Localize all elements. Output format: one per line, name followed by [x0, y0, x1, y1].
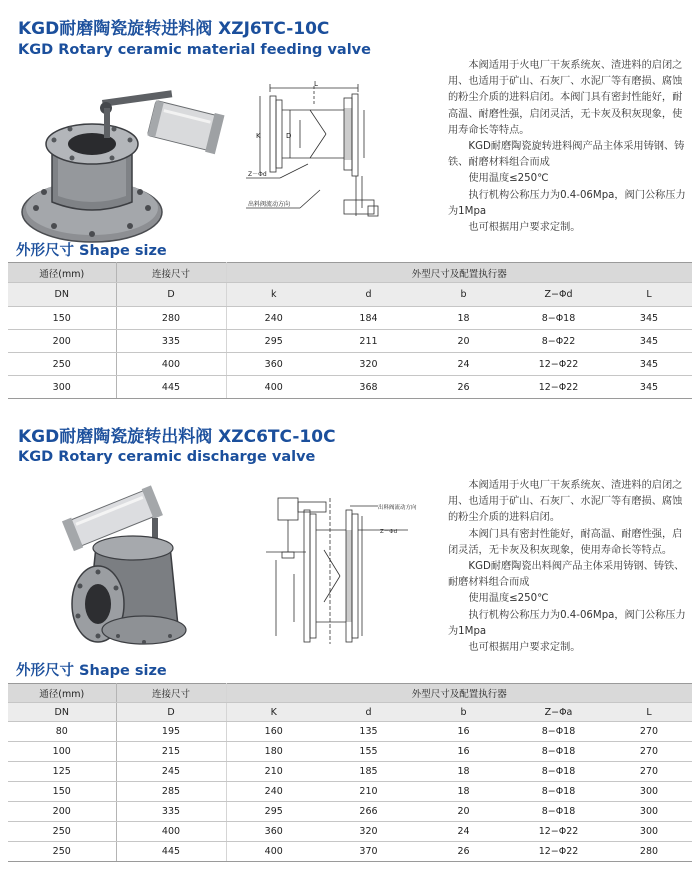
cell: 400: [116, 353, 226, 376]
section1-spec-table: [8, 262, 692, 399]
col-d-outer: D: [116, 703, 226, 722]
col-z: Z−Φa: [511, 703, 606, 722]
cell: 155: [321, 742, 416, 762]
cell: 360: [226, 822, 321, 842]
col-b: b: [416, 283, 511, 307]
cell: 12−Φ22: [511, 842, 606, 862]
cell: 345: [606, 330, 692, 353]
cell: 270: [606, 742, 692, 762]
drawing1-label-l: L: [314, 80, 318, 88]
col-dn: DN: [8, 703, 116, 722]
cell: 266: [321, 802, 416, 822]
col-d: d: [321, 283, 416, 307]
cell: 160: [226, 722, 321, 742]
table-row: [8, 742, 692, 762]
cell: 210: [226, 762, 321, 782]
table-row: [8, 307, 692, 330]
section1-desc-p5: 也可根据用户要求定制。: [468, 222, 581, 234]
section1-shape-title: 外形尺寸 Shape size: [16, 243, 167, 259]
cell: 8−Φ18: [511, 307, 606, 330]
cell: 18: [416, 762, 511, 782]
cell: 18: [416, 307, 511, 330]
table-row: [8, 330, 692, 353]
cell: 335: [116, 802, 226, 822]
cell: 250: [8, 842, 116, 862]
section2-description: [448, 478, 688, 656]
cell: 26: [416, 376, 511, 399]
header-connection: 连接尺寸: [116, 684, 226, 703]
cell: 211: [321, 330, 416, 353]
cell: 240: [226, 307, 321, 330]
feeding-valve-photo: [14, 84, 234, 249]
section2-spec-table: [8, 683, 692, 862]
cell: 24: [416, 822, 511, 842]
cell: 24: [416, 353, 511, 376]
cell: 245: [116, 762, 226, 782]
cell: 320: [321, 353, 416, 376]
section2-title-cn: KGD耐磨陶瓷旋转出料阀 XZC6TC-10C: [18, 427, 336, 447]
cell: 8−Φ18: [511, 722, 606, 742]
cell: 270: [606, 722, 692, 742]
header-dimensions: 外型尺寸及配置执行器: [226, 684, 692, 703]
section1-desc-p1: 本阀适用于火电厂干灰系统灰、渣进料的启闭之用、也适用于矿山、石灰厂、水泥厂等有磨损、腐蚀的粉尘介质的进料启闭。本阀门具有密封性能好，耐高温、耐磨性强，启闭灵活，无卡灰及积灰现象，使用寿命长等特点。: [448, 60, 683, 136]
cell: 20: [416, 330, 511, 353]
cell: 185: [321, 762, 416, 782]
cell: 285: [116, 782, 226, 802]
cell: 240: [226, 782, 321, 802]
section2-desc-p2: 本阀门具有密封性能好，耐高温、耐磨性强，启闭灵活，无卡灰及积灰现象，使用寿命长等特点。: [448, 528, 683, 556]
cell: 368: [321, 376, 416, 399]
cell: 80: [8, 722, 116, 742]
cell: 16: [416, 742, 511, 762]
drawing1-label-flow: 出料阀流动方向: [248, 201, 291, 208]
section1-title-en: KGD Rotary ceramic material feeding valve: [18, 42, 371, 58]
table-row: [8, 376, 692, 399]
cell: 180: [226, 742, 321, 762]
cell: 345: [606, 353, 692, 376]
cell: 360: [226, 353, 321, 376]
drawing1-label-zd: Z－Φd: [248, 171, 267, 178]
section1-title-cn: KGD耐磨陶瓷旋转进料阀 XZJ6TC-10C: [18, 19, 330, 39]
discharge-valve-drawing: [258, 490, 422, 652]
section2-desc-p3: KGD耐磨陶瓷出料阀产品主体采用铸钢、铸铁、耐磨材料组合而成: [448, 561, 685, 589]
cell: 26: [416, 842, 511, 862]
col-d: d: [321, 703, 416, 722]
drawing1-label-d: D: [286, 132, 292, 140]
cell: 12−Φ22: [511, 376, 606, 399]
cell: 300: [8, 376, 116, 399]
table-header-row: [8, 684, 692, 703]
discharge-valve-photo: [58, 476, 208, 654]
table-row: [8, 722, 692, 742]
col-b: b: [416, 703, 511, 722]
cell: 200: [8, 802, 116, 822]
cell: 18: [416, 782, 511, 802]
cell: 12−Φ22: [511, 822, 606, 842]
cell: 215: [116, 742, 226, 762]
section2-desc-p4: 使用温度≤250℃: [468, 593, 549, 605]
table-row: [8, 353, 692, 376]
cell: 320: [321, 822, 416, 842]
section2-shape-title: 外形尺寸 Shape size: [16, 663, 167, 679]
cell: 200: [8, 330, 116, 353]
table-header-row: [8, 263, 692, 283]
cell: 280: [116, 307, 226, 330]
cell: 445: [116, 842, 226, 862]
col-d-outer: D: [116, 283, 226, 307]
cell: 125: [8, 762, 116, 782]
cell: 400: [226, 842, 321, 862]
cell: 210: [321, 782, 416, 802]
cell: 20: [416, 802, 511, 822]
feeding-valve-drawing: [240, 80, 388, 232]
table-row: [8, 842, 692, 862]
col-k: K: [226, 703, 321, 722]
col-l: L: [606, 703, 692, 722]
cell: 250: [8, 353, 116, 376]
cell: 295: [226, 330, 321, 353]
section2-desc-p5: 执行机构公称压力为0.4-06Mpa，阀门公称压力为1Mpa: [448, 609, 686, 637]
cell: 100: [8, 742, 116, 762]
cell: 8−Φ18: [511, 782, 606, 802]
col-z: Z−Φd: [511, 283, 606, 307]
cell: 370: [321, 842, 416, 862]
table-subheader-row: [8, 283, 692, 307]
drawing2-label-zd: Z－Φd: [380, 529, 398, 535]
section2-title-en: KGD Rotary ceramic discharge valve: [18, 449, 316, 465]
header-dimensions: 外型尺寸及配置执行器: [226, 263, 692, 283]
cell: 300: [606, 802, 692, 822]
section2-desc-p1: 本阀适用于火电厂干灰系统灰、渣进料的启闭之用、也适用于矿山、石灰厂、水泥厂等有磨损、腐蚀的粉尘介质的进料启闭。: [448, 480, 683, 524]
cell: 445: [116, 376, 226, 399]
header-connection: 连接尺寸: [116, 263, 226, 283]
section1-desc-p3: 使用温度≤250℃: [468, 173, 549, 185]
col-k: k: [226, 283, 321, 307]
cell: 8−Φ18: [511, 762, 606, 782]
table-row: [8, 802, 692, 822]
table-row: [8, 762, 692, 782]
cell: 250: [8, 822, 116, 842]
cell: 295: [226, 802, 321, 822]
cell: 300: [606, 822, 692, 842]
header-dn: 通径(mm): [8, 684, 116, 703]
section1-desc-p4: 执行机构公称压力为0.4-06Mpa，阀门公称压力为1Mpa: [448, 189, 686, 217]
cell: 300: [606, 782, 692, 802]
cell: 16: [416, 722, 511, 742]
cell: 345: [606, 376, 692, 399]
cell: 400: [116, 822, 226, 842]
col-dn: DN: [8, 283, 116, 307]
cell: 8−Φ22: [511, 330, 606, 353]
table-row: [8, 782, 692, 802]
cell: 270: [606, 762, 692, 782]
drawing1-label-k: K: [256, 132, 261, 140]
cell: 8−Φ18: [511, 802, 606, 822]
header-dn: 通径(mm): [8, 263, 116, 283]
cell: 150: [8, 307, 116, 330]
section1-desc-p2: KGD耐磨陶瓷旋转进料阀产品主体采用铸钢、铸铁、耐磨材料组合而成: [448, 141, 685, 169]
cell: 150: [8, 782, 116, 802]
col-l: L: [606, 283, 692, 307]
cell: 12−Φ22: [511, 353, 606, 376]
cell: 195: [116, 722, 226, 742]
section2-desc-p6: 也可根据用户要求定制。: [468, 642, 581, 654]
cell: 400: [226, 376, 321, 399]
cell: 335: [116, 330, 226, 353]
drawing2-label-flow: 出料阀流动方向: [378, 505, 417, 511]
table-row: [8, 822, 692, 842]
cell: 135: [321, 722, 416, 742]
cell: 8−Φ18: [511, 742, 606, 762]
section1-description: [448, 58, 688, 236]
table-subheader-row: [8, 703, 692, 722]
cell: 280: [606, 842, 692, 862]
cell: 345: [606, 307, 692, 330]
cell: 184: [321, 307, 416, 330]
